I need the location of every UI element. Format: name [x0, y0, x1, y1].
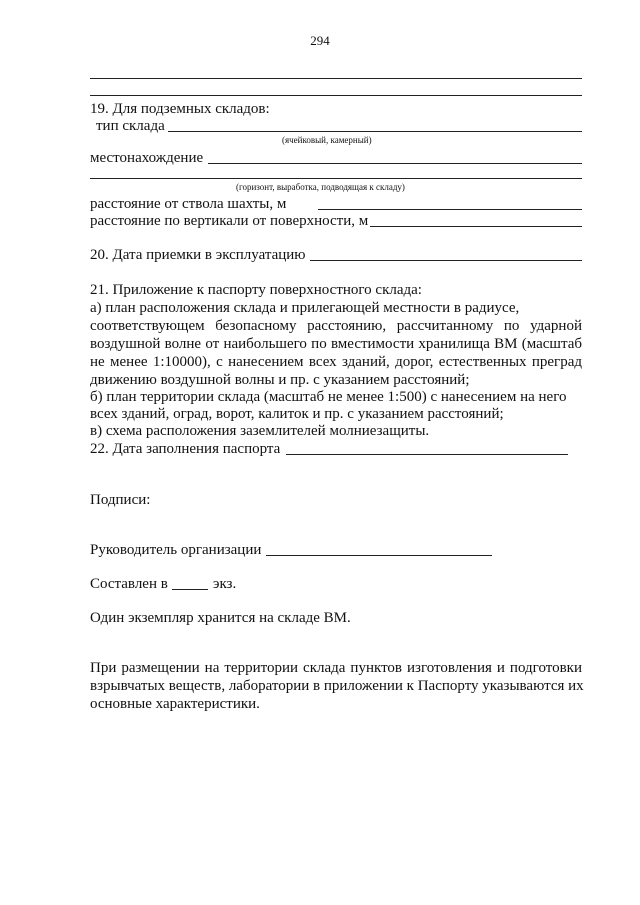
location-label: местонахождение [90, 150, 204, 166]
storage-type-field[interactable] [168, 131, 582, 132]
vertical-distance-field[interactable] [370, 226, 582, 227]
section-21-line: воздушной волне от наибольшего по вместимости хранилища ВМ (масштаб [90, 336, 582, 352]
signatures-heading: Подписи: [90, 492, 151, 508]
fill-date-field[interactable] [286, 454, 568, 455]
copy-storage-note: Один экземпляр хранится на складе ВМ. [90, 610, 351, 626]
section-19-heading: 19. Для подземных складов: [90, 101, 270, 117]
section-21-line: б) план территории склада (масштаб не менее 1:500) с нанесением на него [90, 389, 567, 405]
footer-line: основные характеристики. [90, 696, 260, 712]
compiled-in-suffix: экз. [213, 576, 237, 592]
location-field-second-line [90, 178, 582, 179]
section-21-line: не менее 1:10000), с нанесением всех зданий, дорог, естественных преград [90, 354, 582, 370]
copies-count-field[interactable] [172, 589, 208, 590]
top-rule-2 [90, 95, 582, 96]
storage-type-label: тип склада [96, 118, 165, 134]
footer-line: При размещении на территории склада пунктов изготовления и подготовки [90, 660, 582, 676]
section-21-line: движению воздушной волны и пр. с указанием расстояний; [90, 372, 470, 388]
section-21-line: всех зданий, оград, ворот, калиток и пр. с указанием расстояний; [90, 406, 504, 422]
commissioning-date-field[interactable] [310, 260, 582, 261]
page-number: 294 [310, 33, 330, 48]
footer-line: взрывчатых веществ, лаборатории в приложении к Паспорту указываются их [90, 678, 584, 694]
vertical-distance-label: расстояние по вертикали от поверхности, м [90, 213, 369, 229]
section-21-line: а) план расположения склада и прилегающей местности в радиусе, [90, 300, 520, 316]
location-hint: (горизонт, выработка, подводящая к складу) [236, 182, 405, 192]
location-field[interactable] [208, 163, 582, 164]
shaft-distance-label: расстояние от ствола шахты, м [90, 196, 287, 212]
head-signature-field[interactable] [266, 555, 492, 556]
section-21-line: соответствующем безопасному расстоянию, рассчитанному по ударной [90, 318, 582, 334]
compiled-in-prefix: Составлен в [90, 576, 168, 592]
section-20-label: 20. Дата приемки в эксплуатацию [90, 247, 306, 263]
shaft-distance-field[interactable] [318, 209, 582, 210]
section-21-heading: 21. Приложение к паспорту поверхностного склада: [90, 282, 422, 298]
storage-type-hint: (ячейковый, камерный) [282, 135, 372, 145]
head-of-organization-label: Руководитель организации [90, 542, 262, 558]
section-21-line: в) схема расположения заземлителей молниезащиты. [90, 423, 430, 439]
top-rule-1 [90, 78, 582, 79]
section-22-label: 22. Дата заполнения паспорта [90, 441, 281, 457]
